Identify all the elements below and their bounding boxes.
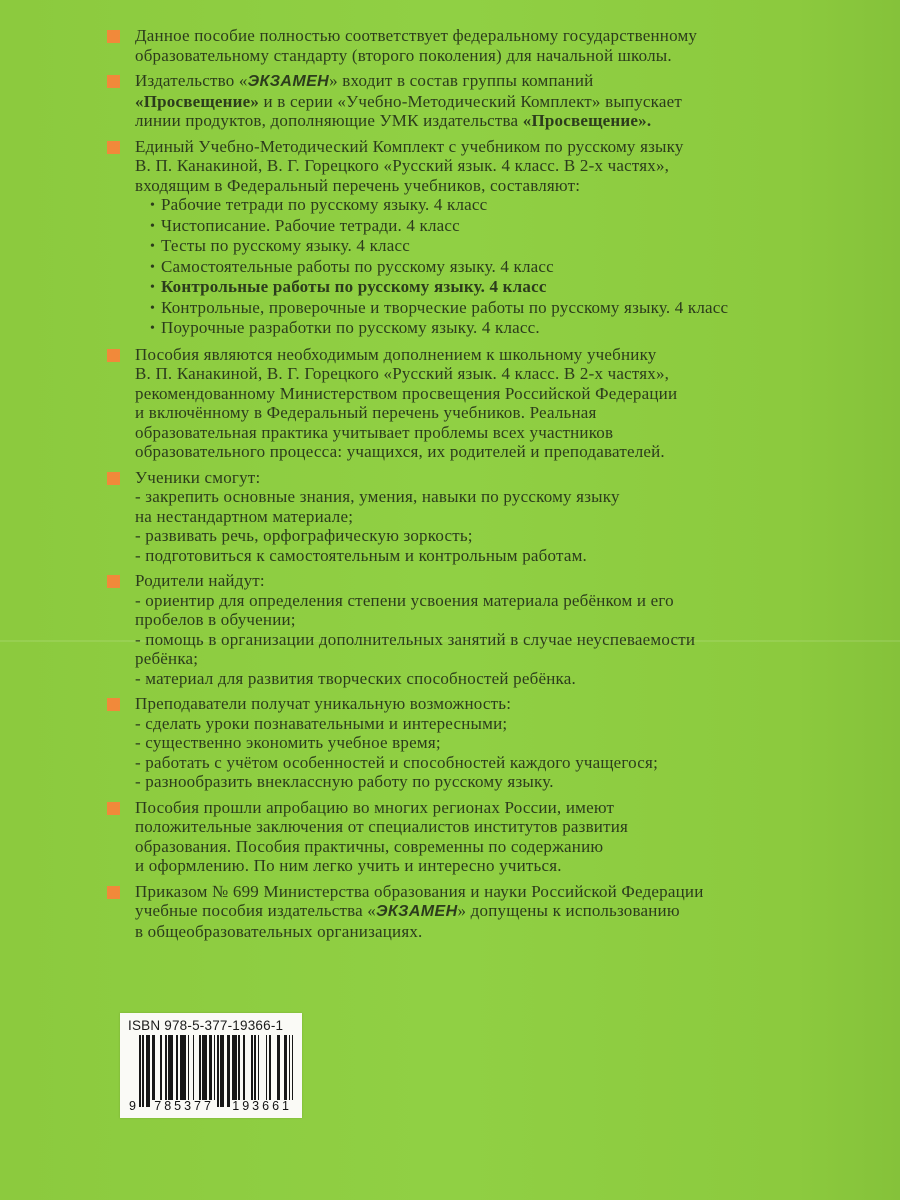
sub-bullet-dot-icon: •: [150, 321, 156, 336]
barcode-bars: [139, 1035, 294, 1107]
text-segment: - подготовиться к самостоятельным и контрольным работам.: [135, 545, 587, 565]
sub-list-item: [135, 257, 877, 278]
text-segment: входящим в Федеральный перечень учебников, составляют:: [135, 175, 581, 195]
text-line: [135, 442, 877, 462]
sub-list-item: [135, 236, 877, 257]
sub-bullet-dot-icon: •: [150, 239, 156, 254]
bullet-item: [107, 882, 877, 942]
bullet-item: [107, 137, 877, 339]
text-segment: Данное пособие полностью соответствует федеральному государственному: [135, 26, 698, 45]
bullet-text: [135, 882, 877, 942]
text-segment: - сделать уроки познавательными и интересными;: [135, 713, 508, 733]
sub-bullet-dot-icon: •: [150, 218, 156, 234]
text-line: [135, 176, 877, 196]
bullet-square-icon: [107, 141, 120, 154]
bullet-item: [107, 694, 877, 792]
text-segment: Самостоятельные работы по русскому языку. 4 класс: [161, 256, 554, 276]
text-line: [135, 423, 877, 443]
text-segment: Преподаватели получат уникальную возможность:: [135, 694, 512, 713]
text-segment: » допущены к использованию: [457, 901, 680, 920]
text-line: [135, 753, 877, 773]
bullet-list: [107, 26, 877, 947]
text-line: [135, 507, 877, 527]
text-segment: ЭКЗАМЕН: [376, 903, 458, 920]
text-line: [135, 610, 877, 630]
text-segment: «Просвещение».: [522, 111, 652, 130]
text-line: [135, 772, 877, 792]
text-line: [135, 733, 877, 753]
text-segment: Приказом № 699 Министерства образования и науки Российской Федерации: [135, 881, 704, 901]
sub-bullet-dot-icon: •: [150, 300, 156, 316]
bullet-text: [135, 468, 877, 566]
bullet-square-icon: [107, 575, 120, 588]
text-line: [135, 649, 877, 669]
text-segment: Ученики смогут:: [135, 467, 261, 487]
bullet-square-icon: [107, 30, 120, 43]
text-segment: образовательному стандарту (второго поколения) для начальной школы.: [135, 45, 672, 65]
text-line: [135, 922, 877, 942]
bullet-text: [135, 345, 877, 462]
bullet-square-icon: [107, 75, 120, 88]
text-line: [135, 526, 877, 546]
text-segment: Пособия прошли апробацию во многих регионах России, имеют: [135, 797, 615, 817]
bullet-square-icon: [107, 349, 120, 362]
text-line: [135, 46, 877, 66]
sub-list-item: [135, 277, 877, 298]
text-segment: Тесты по русскому языку. 4 класс: [161, 236, 410, 255]
text-line: [135, 546, 877, 566]
sub-list-item: [135, 298, 877, 319]
text-segment: ребёнка;: [135, 649, 199, 668]
bullet-square-icon: [107, 472, 120, 485]
text-segment: В. П. Канакиной, В. Г. Горецкого «Русский язык. 4 класс. В 2-х частях»,: [135, 156, 670, 175]
text-segment: - ориентир для определения степени усвоения материала ребёнком и его: [135, 590, 674, 610]
text-line: [135, 92, 877, 112]
text-segment: - существенно экономить учебное время;: [135, 733, 441, 752]
bullet-text: [135, 26, 877, 65]
text-line: [135, 403, 877, 423]
bullet-text: [135, 571, 877, 688]
text-line: [135, 837, 877, 857]
isbn-text: ISBN 978-5-377-19366-1: [128, 1018, 284, 1033]
text-line: [135, 901, 877, 922]
text-segment: Издательство «: [135, 71, 248, 90]
text-line: [135, 345, 877, 365]
text-line: [135, 817, 877, 837]
sub-bullet-dot-icon: •: [150, 280, 156, 295]
text-line: [135, 111, 877, 131]
bullet-item: [107, 798, 877, 876]
text-segment: образования. Пособия практичны, современны по содержанию: [135, 836, 604, 856]
text-line: [135, 714, 877, 734]
bullet-square-icon: [107, 886, 120, 899]
text-line: [135, 798, 877, 818]
bar-module: [292, 1035, 294, 1107]
text-segment: образовательного процесса: учащихся, их родителей и преподавателей.: [135, 442, 665, 461]
text-line: [135, 156, 877, 176]
text-line: [135, 630, 877, 650]
text-segment: образовательная практика учитывает проблемы всех участников: [135, 422, 614, 442]
text-segment: Контрольные, проверочные и творческие работы по русскому языку. 4 класс: [161, 297, 729, 317]
sub-bullet-dot-icon: •: [150, 198, 156, 213]
text-segment: В. П. Канакиной, В. Г. Горецкого «Русский язык. 4 класс. В 2-х частях»,: [135, 364, 670, 383]
text-line: [135, 571, 877, 591]
text-segment: и включённому в Федеральный перечень учебников. Реальная: [135, 403, 597, 422]
barcode-digit-group: 9: [129, 1099, 136, 1113]
text-segment: Пособия являются необходимым дополнением к школьному учебнику: [135, 344, 657, 364]
text-line: [135, 384, 877, 404]
text-segment: - помощь в организации дополнительных занятий в случае неуспеваемости: [135, 629, 696, 649]
text-line: [135, 856, 877, 876]
text-segment: Контрольные работы по русскому языку. 4 класс: [161, 277, 547, 296]
text-segment: и в серии «Учебно-Методический Комплект» выпускает: [259, 91, 683, 111]
bullet-text: [135, 694, 877, 792]
text-segment: положительные заключения от специалистов институтов развития: [135, 817, 629, 836]
text-segment: линии продуктов, дополняющие УМК издательства: [135, 111, 523, 130]
barcode: [127, 1035, 296, 1113]
bullet-item: [107, 71, 877, 131]
text-line: [135, 669, 877, 689]
barcode-digit-group: 785377: [154, 1099, 214, 1113]
text-line: [135, 694, 877, 714]
text-segment: » входит в состав группы компаний: [329, 71, 594, 90]
text-line: [135, 591, 877, 611]
bullet-text: [135, 71, 877, 131]
bullet-item: [107, 345, 877, 462]
text-line: [135, 26, 877, 46]
text-line: [135, 364, 877, 384]
text-segment: - разнообразить внеклассную работу по русскому языку.: [135, 772, 554, 791]
text-segment: Поурочные разработки по русскому языку. 4 класс.: [161, 318, 540, 337]
text-segment: «Просвещение»: [135, 91, 260, 111]
bullet-text: [135, 798, 877, 876]
bullet-text: [135, 137, 877, 339]
bullet-square-icon: [107, 698, 120, 711]
barcode-digits: [127, 1100, 294, 1113]
sub-list-item: [135, 318, 877, 339]
text-segment: на нестандартном материале;: [135, 506, 354, 526]
text-segment: - материал для развития творческих способностей ребёнка.: [135, 668, 576, 688]
sub-list-item: [135, 195, 877, 216]
text-segment: в общеобразовательных организациях.: [135, 921, 423, 941]
sub-list-item: [135, 216, 877, 237]
text-segment: Единый Учебно-Методический Комплект с учебником по русскому языку: [135, 136, 684, 156]
text-line: [135, 882, 877, 902]
barcode-digit-group: 193661: [232, 1099, 292, 1113]
text-line: [135, 487, 877, 507]
text-segment: рекомендованному Министерством просвещения Российской Федерации: [135, 383, 678, 403]
bullet-square-icon: [107, 802, 120, 815]
text-segment: и оформлению. По ним легко учить и интересно учиться.: [135, 856, 562, 875]
barcode-panel: [120, 1013, 302, 1118]
sub-bullet-dot-icon: •: [150, 259, 156, 275]
text-segment: - закрепить основные знания, умения, навыки по русскому языку: [135, 487, 620, 506]
bullet-item: [107, 468, 877, 566]
text-segment: учебные пособия издательства «: [135, 901, 376, 920]
bullet-item: [107, 26, 877, 65]
text-line: [135, 468, 877, 488]
text-segment: Родители найдут:: [135, 571, 265, 590]
text-segment: - развивать речь, орфографическую зоркость;: [135, 526, 473, 545]
text-segment: Рабочие тетради по русскому языку. 4 класс: [161, 195, 488, 214]
text-segment: Чистописание. Рабочие тетради. 4 класс: [161, 215, 460, 235]
bullet-item: [107, 571, 877, 688]
text-line: [135, 137, 877, 157]
text-segment: - работать с учётом особенностей и способностей каждого учащегося;: [135, 752, 658, 772]
text-segment: пробелов в обучении;: [135, 610, 296, 629]
text-line: [135, 71, 877, 92]
text-segment: ЭКЗАМЕН: [247, 73, 330, 90]
